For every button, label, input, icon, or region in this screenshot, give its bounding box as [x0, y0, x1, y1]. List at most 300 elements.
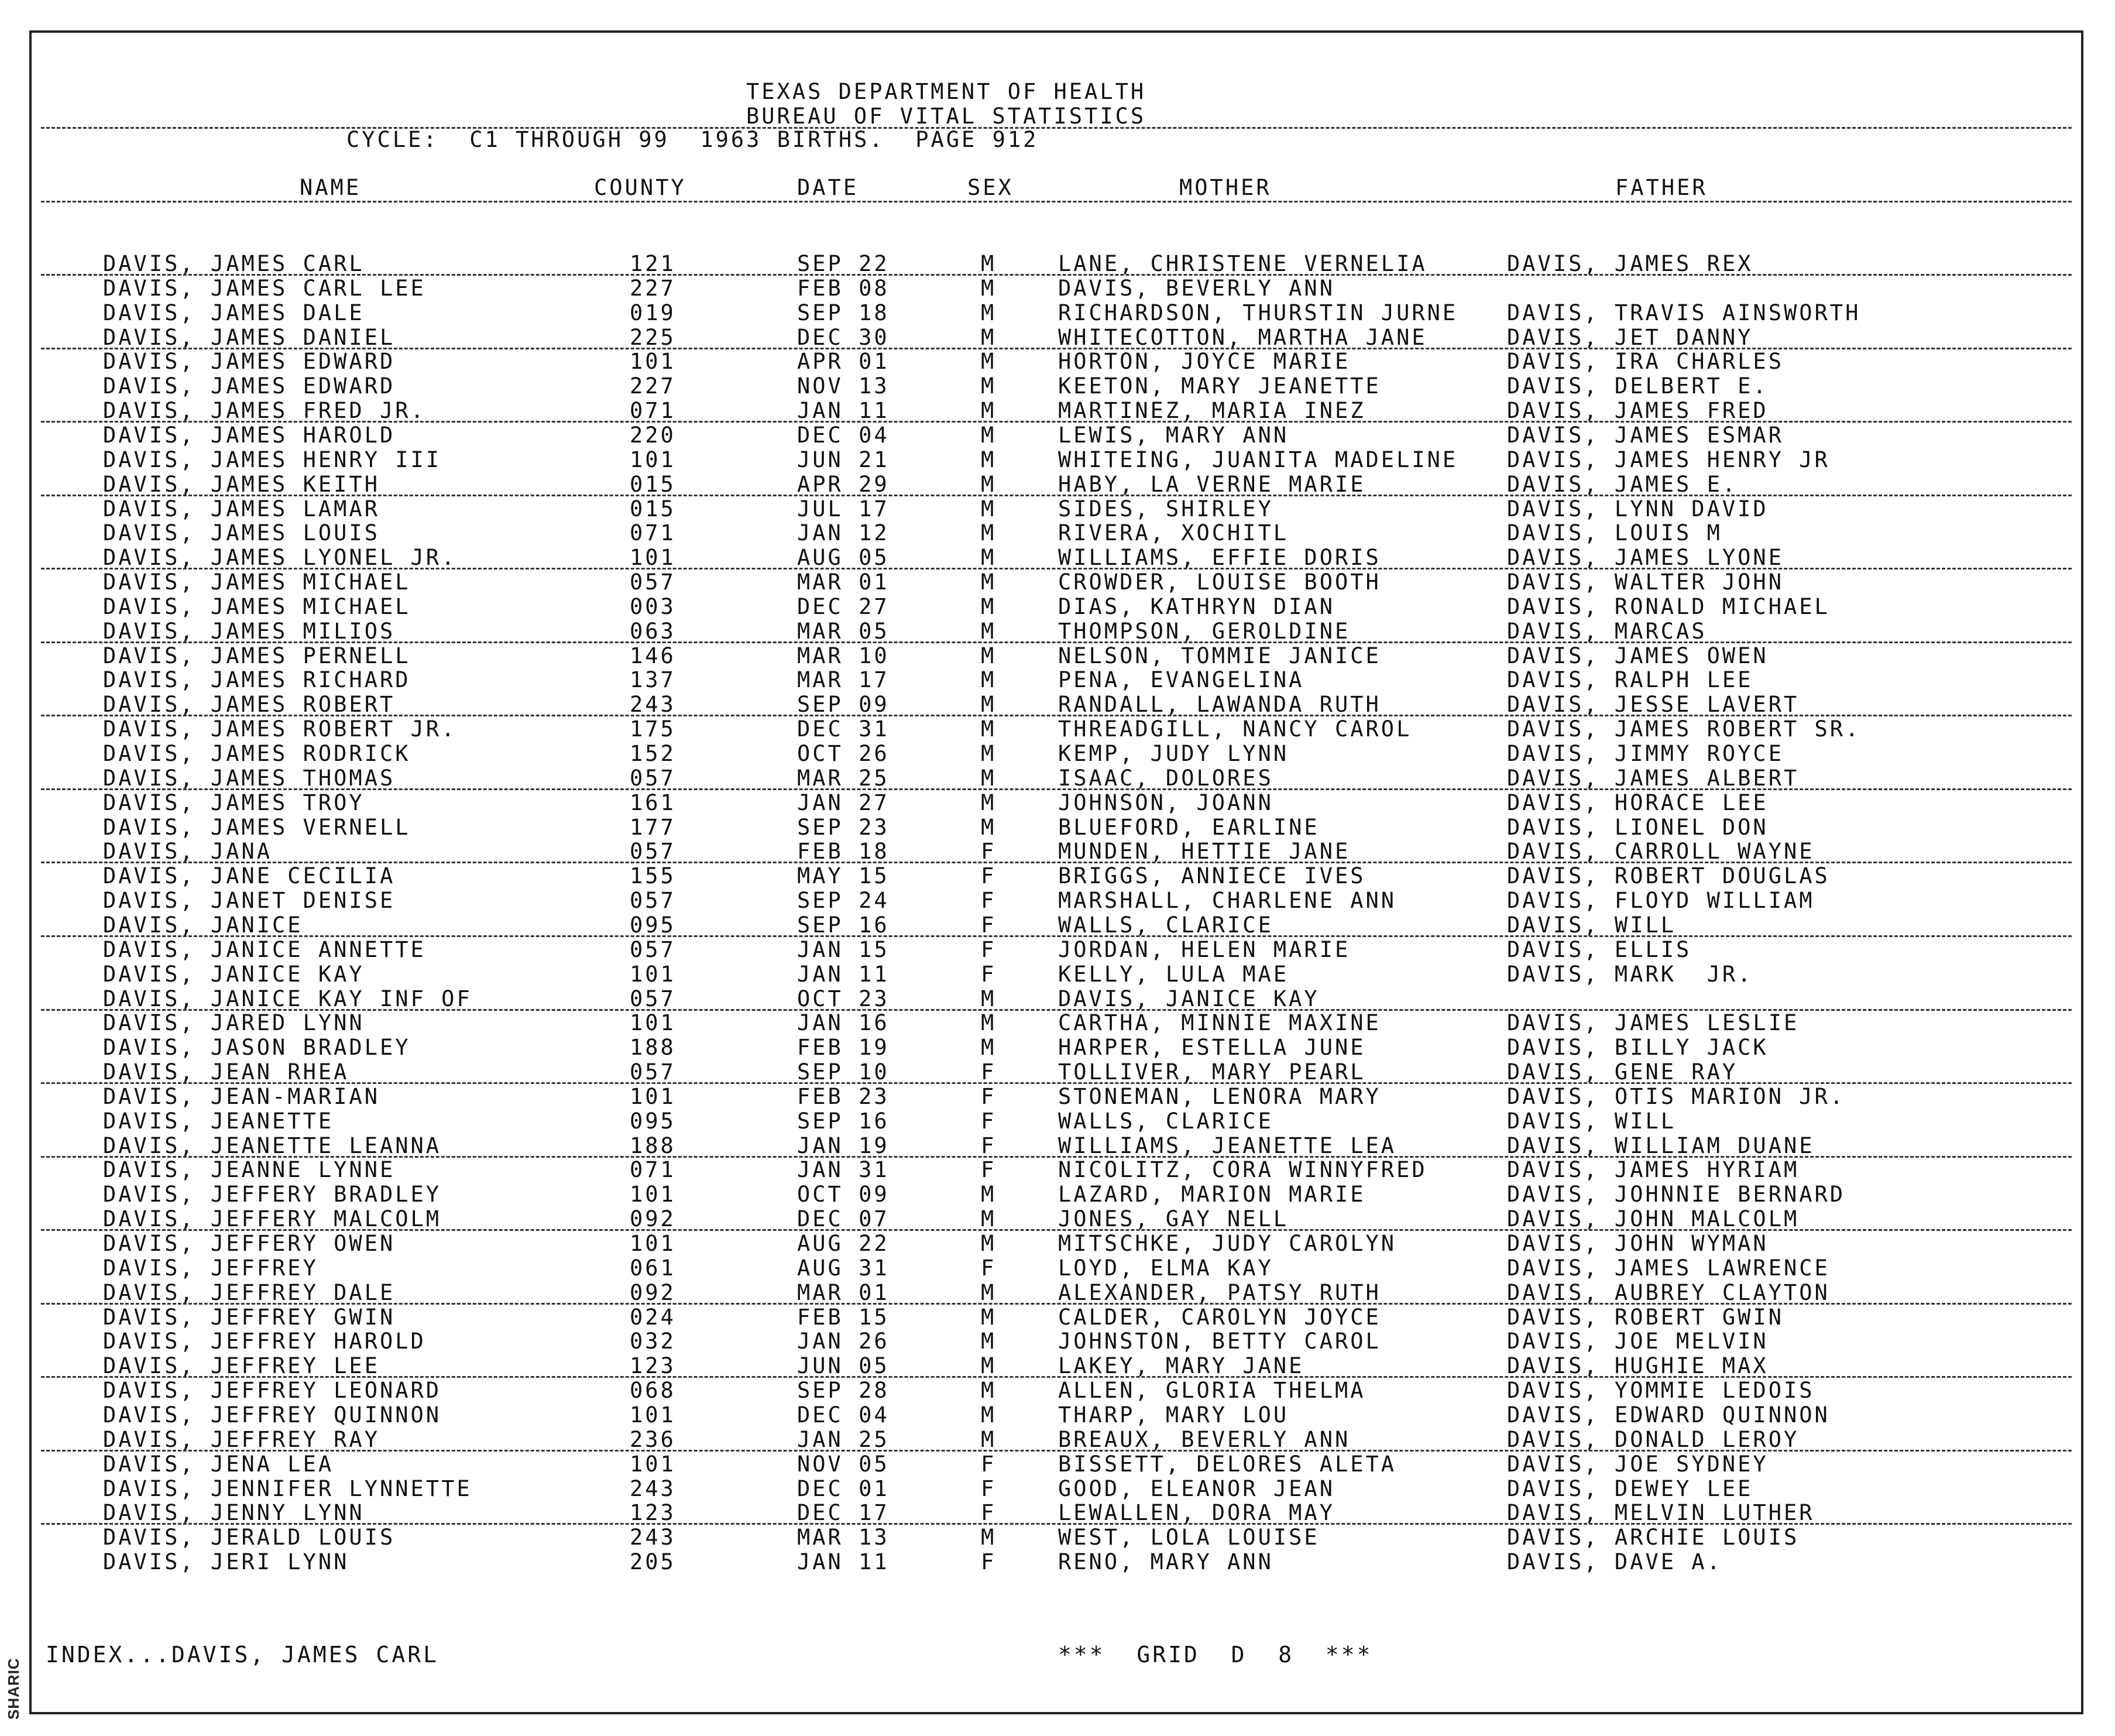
- cell-name: DAVIS, JAMES DALE: [103, 300, 365, 325]
- footer-grid: *** GRID D 8 ***: [1058, 1642, 1373, 1668]
- header-department: TEXAS DEPARTMENT OF HEALTH: [746, 79, 1146, 104]
- cell-father: DAVIS, JOE SYDNEY: [1507, 1452, 1769, 1477]
- cell-name: DAVIS, JEFFREY LEONARD: [103, 1378, 442, 1403]
- cell-mother: WHITECOTTON, MARTHA JANE: [1058, 325, 1427, 350]
- cell-father: DAVIS, LYNN DAVID: [1507, 496, 1769, 522]
- cell-county: 071: [630, 398, 676, 423]
- cycle-line: CYCLE: C1 THROUGH 99 1963 BIRTHS. PAGE 912: [346, 127, 1039, 152]
- cell-name: DAVIS, JAMES HENRY III: [103, 447, 442, 472]
- side-stamp: SHARIC: [5, 1658, 22, 1720]
- table-row: [0, 987, 2115, 1011]
- cell-sex: M: [981, 741, 997, 766]
- cell-father: DAVIS, JET DANNY: [1507, 325, 1753, 350]
- cell-father: DAVIS, JIMMY ROYCE: [1507, 741, 1784, 766]
- cell-date: SEP 09: [797, 692, 890, 717]
- cell-mother: MARTINEZ, MARIA INEZ: [1058, 398, 1366, 423]
- cell-name: DAVIS, JEAN RHEA: [103, 1059, 349, 1085]
- cell-county: 057: [630, 937, 676, 962]
- cell-sex: M: [981, 325, 997, 350]
- table-row: [0, 448, 2115, 472]
- cell-county: 243: [630, 1525, 676, 1550]
- cell-name: DAVIS, JAMES CARL LEE: [103, 276, 426, 301]
- table-row: [0, 1035, 2115, 1060]
- cell-name: DAVIS, JAMES ROBERT JR.: [103, 716, 457, 742]
- cell-name: DAVIS, JAMES KEITH: [103, 472, 380, 497]
- table-row: [0, 1011, 2115, 1035]
- table-row: [0, 1329, 2115, 1354]
- table-row: [0, 374, 2115, 399]
- cell-mother: CROWDER, LOUISE BOOTH: [1058, 569, 1381, 595]
- table-row: [0, 1452, 2115, 1477]
- cell-date: DEC 04: [797, 423, 890, 448]
- cell-sex: M: [981, 1402, 997, 1428]
- table-row: [0, 668, 2115, 692]
- table-row: [0, 1085, 2115, 1109]
- column-header-father: FATHER: [1615, 175, 1708, 200]
- cell-name: DAVIS, JAMES THOMAS: [103, 766, 396, 791]
- cell-county: 188: [630, 1133, 676, 1158]
- cell-name: DAVIS, JEANETTE LEANNA: [103, 1133, 442, 1158]
- cell-mother: THOMPSON, GEROLDINE: [1058, 619, 1351, 644]
- cell-father: DAVIS, LIONEL DON: [1507, 815, 1769, 840]
- cell-mother: LOYD, ELMA KAY: [1058, 1255, 1273, 1281]
- cell-name: DAVIS, JEFFREY GWIN: [103, 1305, 396, 1330]
- table-row: [0, 1354, 2115, 1378]
- cell-sex: F: [981, 839, 997, 864]
- cell-mother: GOOD, ELEANOR JEAN: [1058, 1476, 1335, 1501]
- cell-father: DAVIS, JAMES ROBERT SR.: [1507, 716, 1861, 742]
- cell-date: JAN 19: [797, 1133, 890, 1158]
- cell-sex: M: [981, 447, 997, 472]
- cell-father: DAVIS, ELLIS: [1507, 937, 1692, 962]
- cell-sex: M: [981, 300, 997, 325]
- cell-father: DAVIS, RALPH LEE: [1507, 667, 1753, 692]
- cell-county: 101: [630, 349, 676, 374]
- cell-county: 146: [630, 643, 676, 668]
- cell-name: DAVIS, JEFFREY QUINNON: [103, 1402, 442, 1428]
- cell-date: APR 29: [797, 472, 890, 497]
- cell-date: JAN 26: [797, 1329, 890, 1354]
- cell-date: MAR 01: [797, 569, 890, 595]
- cell-mother: WALLS, CLARICE: [1058, 912, 1273, 938]
- cell-date: DEC 07: [797, 1206, 890, 1231]
- cell-mother: HORTON, JOYCE MARIE: [1058, 349, 1351, 374]
- cell-county: 243: [630, 1476, 676, 1501]
- cell-date: FEB 08: [797, 276, 890, 301]
- cell-father: DAVIS, MARCAS: [1507, 619, 1707, 644]
- table-row: [0, 938, 2115, 962]
- cell-father: DAVIS, HORACE LEE: [1507, 790, 1769, 815]
- cell-mother: KEMP, JUDY LYNN: [1058, 741, 1289, 766]
- table-row: [0, 1281, 2115, 1305]
- cell-county: 101: [630, 545, 676, 570]
- cell-county: 225: [630, 325, 676, 350]
- cell-county: 092: [630, 1280, 676, 1305]
- cell-date: JAN 15: [797, 937, 890, 962]
- table-row: [0, 349, 2115, 374]
- cell-name: DAVIS, JEAN-MARIAN: [103, 1084, 380, 1109]
- cell-date: DEC 04: [797, 1402, 890, 1428]
- cell-county: 101: [630, 1010, 676, 1035]
- column-header-name: NAME: [300, 175, 362, 200]
- cell-sex: M: [981, 1427, 997, 1452]
- cell-father: DAVIS, JOHN MALCOLM: [1507, 1206, 1800, 1231]
- cell-father: DAVIS, JAMES LYONE: [1507, 545, 1784, 570]
- cell-father: DAVIS, WALTER JOHN: [1507, 569, 1784, 595]
- cell-sex: M: [981, 520, 997, 545]
- table-row: [0, 717, 2115, 742]
- cell-name: DAVIS, JANICE: [103, 912, 303, 938]
- table-row: [0, 1109, 2115, 1134]
- table-row: [0, 1158, 2115, 1182]
- cell-father: DAVIS, AUBREY CLAYTON: [1507, 1280, 1830, 1305]
- cell-date: JUN 05: [797, 1353, 890, 1378]
- cell-mother: ALLEN, GLORIA THELMA: [1058, 1378, 1366, 1403]
- cell-county: 092: [630, 1206, 676, 1231]
- cell-date: JUN 21: [797, 447, 890, 472]
- cell-sex: M: [981, 986, 997, 1011]
- cell-sex: M: [981, 1280, 997, 1305]
- cell-date: SEP 18: [797, 300, 890, 325]
- cell-sex: M: [981, 643, 997, 668]
- cell-mother: DAVIS, JANICE KAY: [1058, 986, 1320, 1011]
- cell-father: DAVIS, YOMMIE LEDOIS: [1507, 1378, 1815, 1403]
- cell-sex: M: [981, 1035, 997, 1060]
- cell-county: 188: [630, 1035, 676, 1060]
- table-row: [0, 1134, 2115, 1158]
- table-row: [0, 888, 2115, 913]
- table-row: [0, 521, 2115, 545]
- cell-mother: BRIGGS, ANNIECE IVES: [1058, 863, 1366, 888]
- cell-county: 003: [630, 594, 676, 619]
- cell-county: 101: [630, 1084, 676, 1109]
- cell-father: DAVIS, JOHN WYMAN: [1507, 1231, 1769, 1256]
- cell-father: DAVIS, OTIS MARION JR.: [1507, 1084, 1846, 1109]
- cell-name: DAVIS, JANICE KAY: [103, 962, 365, 987]
- cell-date: OCT 23: [797, 986, 890, 1011]
- cell-mother: WILLIAMS, EFFIE DORIS: [1058, 545, 1381, 570]
- table-row: [0, 399, 2115, 423]
- cell-sex: F: [981, 962, 997, 987]
- table-row: [0, 1477, 2115, 1501]
- table-row: [0, 1525, 2115, 1550]
- cell-date: SEP 16: [797, 912, 890, 938]
- cell-name: DAVIS, JANE CECILIA: [103, 863, 396, 888]
- cell-sex: F: [981, 1084, 997, 1109]
- cell-mother: BREAUX, BEVERLY ANN: [1058, 1427, 1351, 1452]
- cell-mother: BISSETT, DELORES ALETA: [1058, 1452, 1397, 1477]
- cell-sex: F: [981, 1549, 997, 1574]
- cell-date: MAR 10: [797, 643, 890, 668]
- cell-father: DAVIS, MARK JR.: [1507, 962, 1753, 987]
- cell-county: 152: [630, 741, 676, 766]
- cell-mother: CALDER, CAROLYN JOYCE: [1058, 1305, 1381, 1330]
- cell-county: 061: [630, 1255, 676, 1281]
- table-row: [0, 644, 2115, 668]
- cell-sex: M: [981, 1329, 997, 1354]
- cell-name: DAVIS, JEANETTE: [103, 1109, 334, 1134]
- cell-name: DAVIS, JAMES LYONEL JR.: [103, 545, 457, 570]
- cell-mother: DIAS, KATHRYN DIAN: [1058, 594, 1335, 619]
- cell-father: DAVIS, JAMES LAWRENCE: [1507, 1255, 1830, 1281]
- cell-name: DAVIS, JEANNE LYNNE: [103, 1157, 396, 1182]
- cell-father: DAVIS, DELBERT E.: [1507, 373, 1769, 399]
- cell-mother: KEETON, MARY JEANETTE: [1058, 373, 1381, 399]
- cell-county: 236: [630, 1427, 676, 1452]
- table-row: [0, 1378, 2115, 1403]
- cell-father: DAVIS, HUGHIE MAX: [1507, 1353, 1769, 1378]
- cell-father: DAVIS, JAMES REX: [1507, 251, 1753, 276]
- table-row: [0, 742, 2115, 766]
- cell-mother: WILLIAMS, JEANETTE LEA: [1058, 1133, 1397, 1158]
- cell-mother: TOLLIVER, MARY PEARL: [1058, 1059, 1366, 1085]
- cell-mother: RENO, MARY ANN: [1058, 1549, 1273, 1574]
- table-row: [0, 1428, 2115, 1452]
- cell-date: SEP 28: [797, 1378, 890, 1403]
- cell-father: DAVIS, WILL: [1507, 912, 1677, 938]
- cell-name: DAVIS, JAMES CARL: [103, 251, 365, 276]
- cell-county: 155: [630, 863, 676, 888]
- cell-name: DAVIS, JANICE KAY INF OF: [103, 986, 472, 1011]
- cell-sex: M: [981, 373, 997, 399]
- cell-father: DAVIS, ROBERT DOUGLAS: [1507, 863, 1830, 888]
- cell-name: DAVIS, JAMES HAROLD: [103, 423, 396, 448]
- cell-sex: M: [981, 545, 997, 570]
- cell-mother: JONES, GAY NELL: [1058, 1206, 1289, 1231]
- cell-date: FEB 19: [797, 1035, 890, 1060]
- table-row: [0, 325, 2115, 350]
- column-header-mother: MOTHER: [1179, 175, 1272, 200]
- cell-sex: F: [981, 1157, 997, 1182]
- cell-mother: THREADGILL, NANCY CAROL: [1058, 716, 1412, 742]
- cell-date: JAN 27: [797, 790, 890, 815]
- cell-date: MAR 13: [797, 1525, 890, 1550]
- cell-name: DAVIS, JANET DENISE: [103, 888, 396, 913]
- cell-mother: DAVIS, BEVERLY ANN: [1058, 276, 1335, 301]
- cell-date: AUG 05: [797, 545, 890, 570]
- cell-sex: M: [981, 398, 997, 423]
- cell-sex: M: [981, 423, 997, 448]
- cell-date: OCT 09: [797, 1182, 890, 1207]
- cell-date: JAN 11: [797, 1549, 890, 1574]
- cell-date: DEC 27: [797, 594, 890, 619]
- cell-sex: M: [981, 276, 997, 301]
- cell-sex: M: [981, 251, 997, 276]
- cell-county: 220: [630, 423, 676, 448]
- cell-father: DAVIS, ARCHIE LOUIS: [1507, 1525, 1800, 1550]
- table-row: [0, 595, 2115, 619]
- cell-father: DAVIS, JOHNNIE BERNARD: [1507, 1182, 1846, 1207]
- cell-sex: M: [981, 1305, 997, 1330]
- cell-county: 057: [630, 888, 676, 913]
- cell-sex: M: [981, 667, 997, 692]
- cell-county: 024: [630, 1305, 676, 1330]
- cell-county: 121: [630, 251, 676, 276]
- cell-name: DAVIS, JAMES LOUIS: [103, 520, 380, 545]
- cell-name: DAVIS, JEFFREY: [103, 1255, 318, 1281]
- header-bureau: BUREAU OF VITAL STATISTICS: [746, 104, 1146, 129]
- cell-father: DAVIS, JAMES ESMAR: [1507, 423, 1784, 448]
- table-row: [0, 864, 2115, 888]
- cell-date: APR 01: [797, 349, 890, 374]
- cell-date: AUG 22: [797, 1231, 890, 1256]
- cell-sex: M: [981, 1231, 997, 1256]
- cell-mother: RIVERA, XOCHITL: [1058, 520, 1289, 545]
- cell-date: FEB 18: [797, 839, 890, 864]
- cell-date: JAN 12: [797, 520, 890, 545]
- cell-name: DAVIS, JERALD LOUIS: [103, 1525, 396, 1550]
- cell-father: DAVIS, CARROLL WAYNE: [1507, 839, 1815, 864]
- cell-mother: NICOLITZ, CORA WINNYFRED: [1058, 1157, 1427, 1182]
- cell-date: DEC 17: [797, 1500, 890, 1525]
- table-row: [0, 252, 2115, 276]
- cell-sex: M: [981, 1206, 997, 1231]
- cell-name: DAVIS, JAMES EDWARD: [103, 373, 396, 399]
- cell-name: DAVIS, JAMES LAMAR: [103, 496, 380, 522]
- table-row: [0, 1207, 2115, 1231]
- cell-date: DEC 30: [797, 325, 890, 350]
- cell-county: 161: [630, 790, 676, 815]
- cell-date: OCT 26: [797, 741, 890, 766]
- cell-sex: M: [981, 766, 997, 791]
- table-row: [0, 913, 2115, 938]
- cell-date: AUG 31: [797, 1255, 890, 1281]
- cell-county: 101: [630, 962, 676, 987]
- table-row: [0, 301, 2115, 325]
- cell-name: DAVIS, JAMES PERNELL: [103, 643, 411, 668]
- cell-mother: LANE, CHRISTENE VERNELIA: [1058, 251, 1427, 276]
- cell-father: DAVIS, GENE RAY: [1507, 1059, 1738, 1085]
- cell-mother: STONEMAN, LENORA MARY: [1058, 1084, 1381, 1109]
- cell-sex: M: [981, 716, 997, 742]
- table-row: [0, 570, 2115, 595]
- cell-father: DAVIS, DEWEY LEE: [1507, 1476, 1753, 1501]
- table-row: [0, 472, 2115, 497]
- cell-date: JAN 11: [797, 398, 890, 423]
- cell-date: MAR 01: [797, 1280, 890, 1305]
- cell-father: DAVIS, JAMES FRED: [1507, 398, 1769, 423]
- cell-name: DAVIS, JANA: [103, 839, 273, 864]
- cell-sex: M: [981, 496, 997, 522]
- cell-county: 015: [630, 496, 676, 522]
- cell-mother: LAKEY, MARY JANE: [1058, 1353, 1304, 1378]
- cell-mother: MARSHALL, CHARLENE ANN: [1058, 888, 1397, 913]
- cell-mother: LEWALLEN, DORA MAY: [1058, 1500, 1335, 1525]
- cell-sex: F: [981, 1476, 997, 1501]
- cell-mother: LEWIS, MARY ANN: [1058, 423, 1289, 448]
- cell-sex: M: [981, 619, 997, 644]
- cell-county: 101: [630, 1231, 676, 1256]
- cell-county: 057: [630, 569, 676, 595]
- cell-date: JUL 17: [797, 496, 890, 522]
- cell-mother: RICHARDSON, THURSTIN JURNE: [1058, 300, 1458, 325]
- cell-mother: KELLY, LULA MAE: [1058, 962, 1289, 987]
- cell-name: DAVIS, JAMES MICHAEL: [103, 569, 411, 595]
- cell-sex: M: [981, 1353, 997, 1378]
- table-row: [0, 1231, 2115, 1256]
- cell-father: DAVIS, WILLIAM DUANE: [1507, 1133, 1815, 1158]
- cell-name: DAVIS, JEFFERY BRADLEY: [103, 1182, 442, 1207]
- cell-mother: CARTHA, MINNIE MAXINE: [1058, 1010, 1381, 1035]
- cell-county: 019: [630, 300, 676, 325]
- cell-date: MAR 25: [797, 766, 890, 791]
- table-row: [0, 839, 2115, 864]
- cell-name: DAVIS, JANICE ANNETTE: [103, 937, 426, 962]
- cell-date: MAY 15: [797, 863, 890, 888]
- cell-father: DAVIS, JAMES OWEN: [1507, 643, 1769, 668]
- cell-father: DAVIS, IRA CHARLES: [1507, 349, 1784, 374]
- cell-name: DAVIS, JEFFERY OWEN: [103, 1231, 396, 1256]
- table-row: [0, 423, 2115, 448]
- cell-sex: M: [981, 1010, 997, 1035]
- cell-sex: M: [981, 472, 997, 497]
- cell-county: 101: [630, 1402, 676, 1428]
- cell-name: DAVIS, JAMES TROY: [103, 790, 365, 815]
- cell-mother: BLUEFORD, EARLINE: [1058, 815, 1320, 840]
- cell-father: DAVIS, EDWARD QUINNON: [1507, 1402, 1830, 1428]
- cell-name: DAVIS, JAMES RODRICK: [103, 741, 411, 766]
- cell-county: 175: [630, 716, 676, 742]
- cell-sex: M: [981, 1378, 997, 1403]
- cell-name: DAVIS, JAMES MICHAEL: [103, 594, 411, 619]
- cell-father: DAVIS, JAMES E.: [1507, 472, 1738, 497]
- table-row: [0, 1060, 2115, 1085]
- cell-sex: F: [981, 912, 997, 938]
- cell-date: DEC 31: [797, 716, 890, 742]
- cell-name: DAVIS, JAMES DANIEL: [103, 325, 396, 350]
- cell-mother: HARPER, ESTELLA JUNE: [1058, 1035, 1366, 1060]
- cell-father: DAVIS, JESSE LAVERT: [1507, 692, 1800, 717]
- cell-county: 227: [630, 276, 676, 301]
- cell-name: DAVIS, JAMES RICHARD: [103, 667, 411, 692]
- cell-county: 015: [630, 472, 676, 497]
- cell-sex: F: [981, 1500, 997, 1525]
- cell-county: 177: [630, 815, 676, 840]
- cell-date: NOV 13: [797, 373, 890, 399]
- table-row: [0, 1182, 2115, 1207]
- cell-date: JAN 16: [797, 1010, 890, 1035]
- cell-date: SEP 22: [797, 251, 890, 276]
- cell-name: DAVIS, JAMES VERNELL: [103, 815, 411, 840]
- cell-father: DAVIS, MELVIN LUTHER: [1507, 1500, 1815, 1525]
- cell-county: 071: [630, 1157, 676, 1182]
- cell-county: 057: [630, 766, 676, 791]
- cell-name: DAVIS, JENA LEA: [103, 1452, 334, 1477]
- cell-name: DAVIS, JAMES FRED JR.: [103, 398, 426, 423]
- cell-sex: F: [981, 1255, 997, 1281]
- cell-mother: PENA, EVANGELINA: [1058, 667, 1304, 692]
- cell-date: SEP 23: [797, 815, 890, 840]
- cell-mother: MITSCHKE, JUDY CAROLYN: [1058, 1231, 1397, 1256]
- cell-county: 032: [630, 1329, 676, 1354]
- cell-name: DAVIS, JENNY LYNN: [103, 1500, 365, 1525]
- table-row: [0, 545, 2115, 570]
- cell-mother: ISAAC, DOLORES: [1058, 766, 1273, 791]
- cell-sex: F: [981, 888, 997, 913]
- cell-sex: F: [981, 937, 997, 962]
- cell-date: JAN 11: [797, 962, 890, 987]
- cell-name: DAVIS, JENNIFER LYNNETTE: [103, 1476, 472, 1501]
- cell-sex: F: [981, 1133, 997, 1158]
- cell-sex: M: [981, 1525, 997, 1550]
- cell-county: 205: [630, 1549, 676, 1574]
- cell-sex: M: [981, 815, 997, 840]
- cell-father: DAVIS, LOUIS M: [1507, 520, 1722, 545]
- table-row: [0, 1403, 2115, 1428]
- cell-date: FEB 23: [797, 1084, 890, 1109]
- column-header-sex: SEX: [967, 175, 1014, 200]
- cell-sex: M: [981, 1182, 997, 1207]
